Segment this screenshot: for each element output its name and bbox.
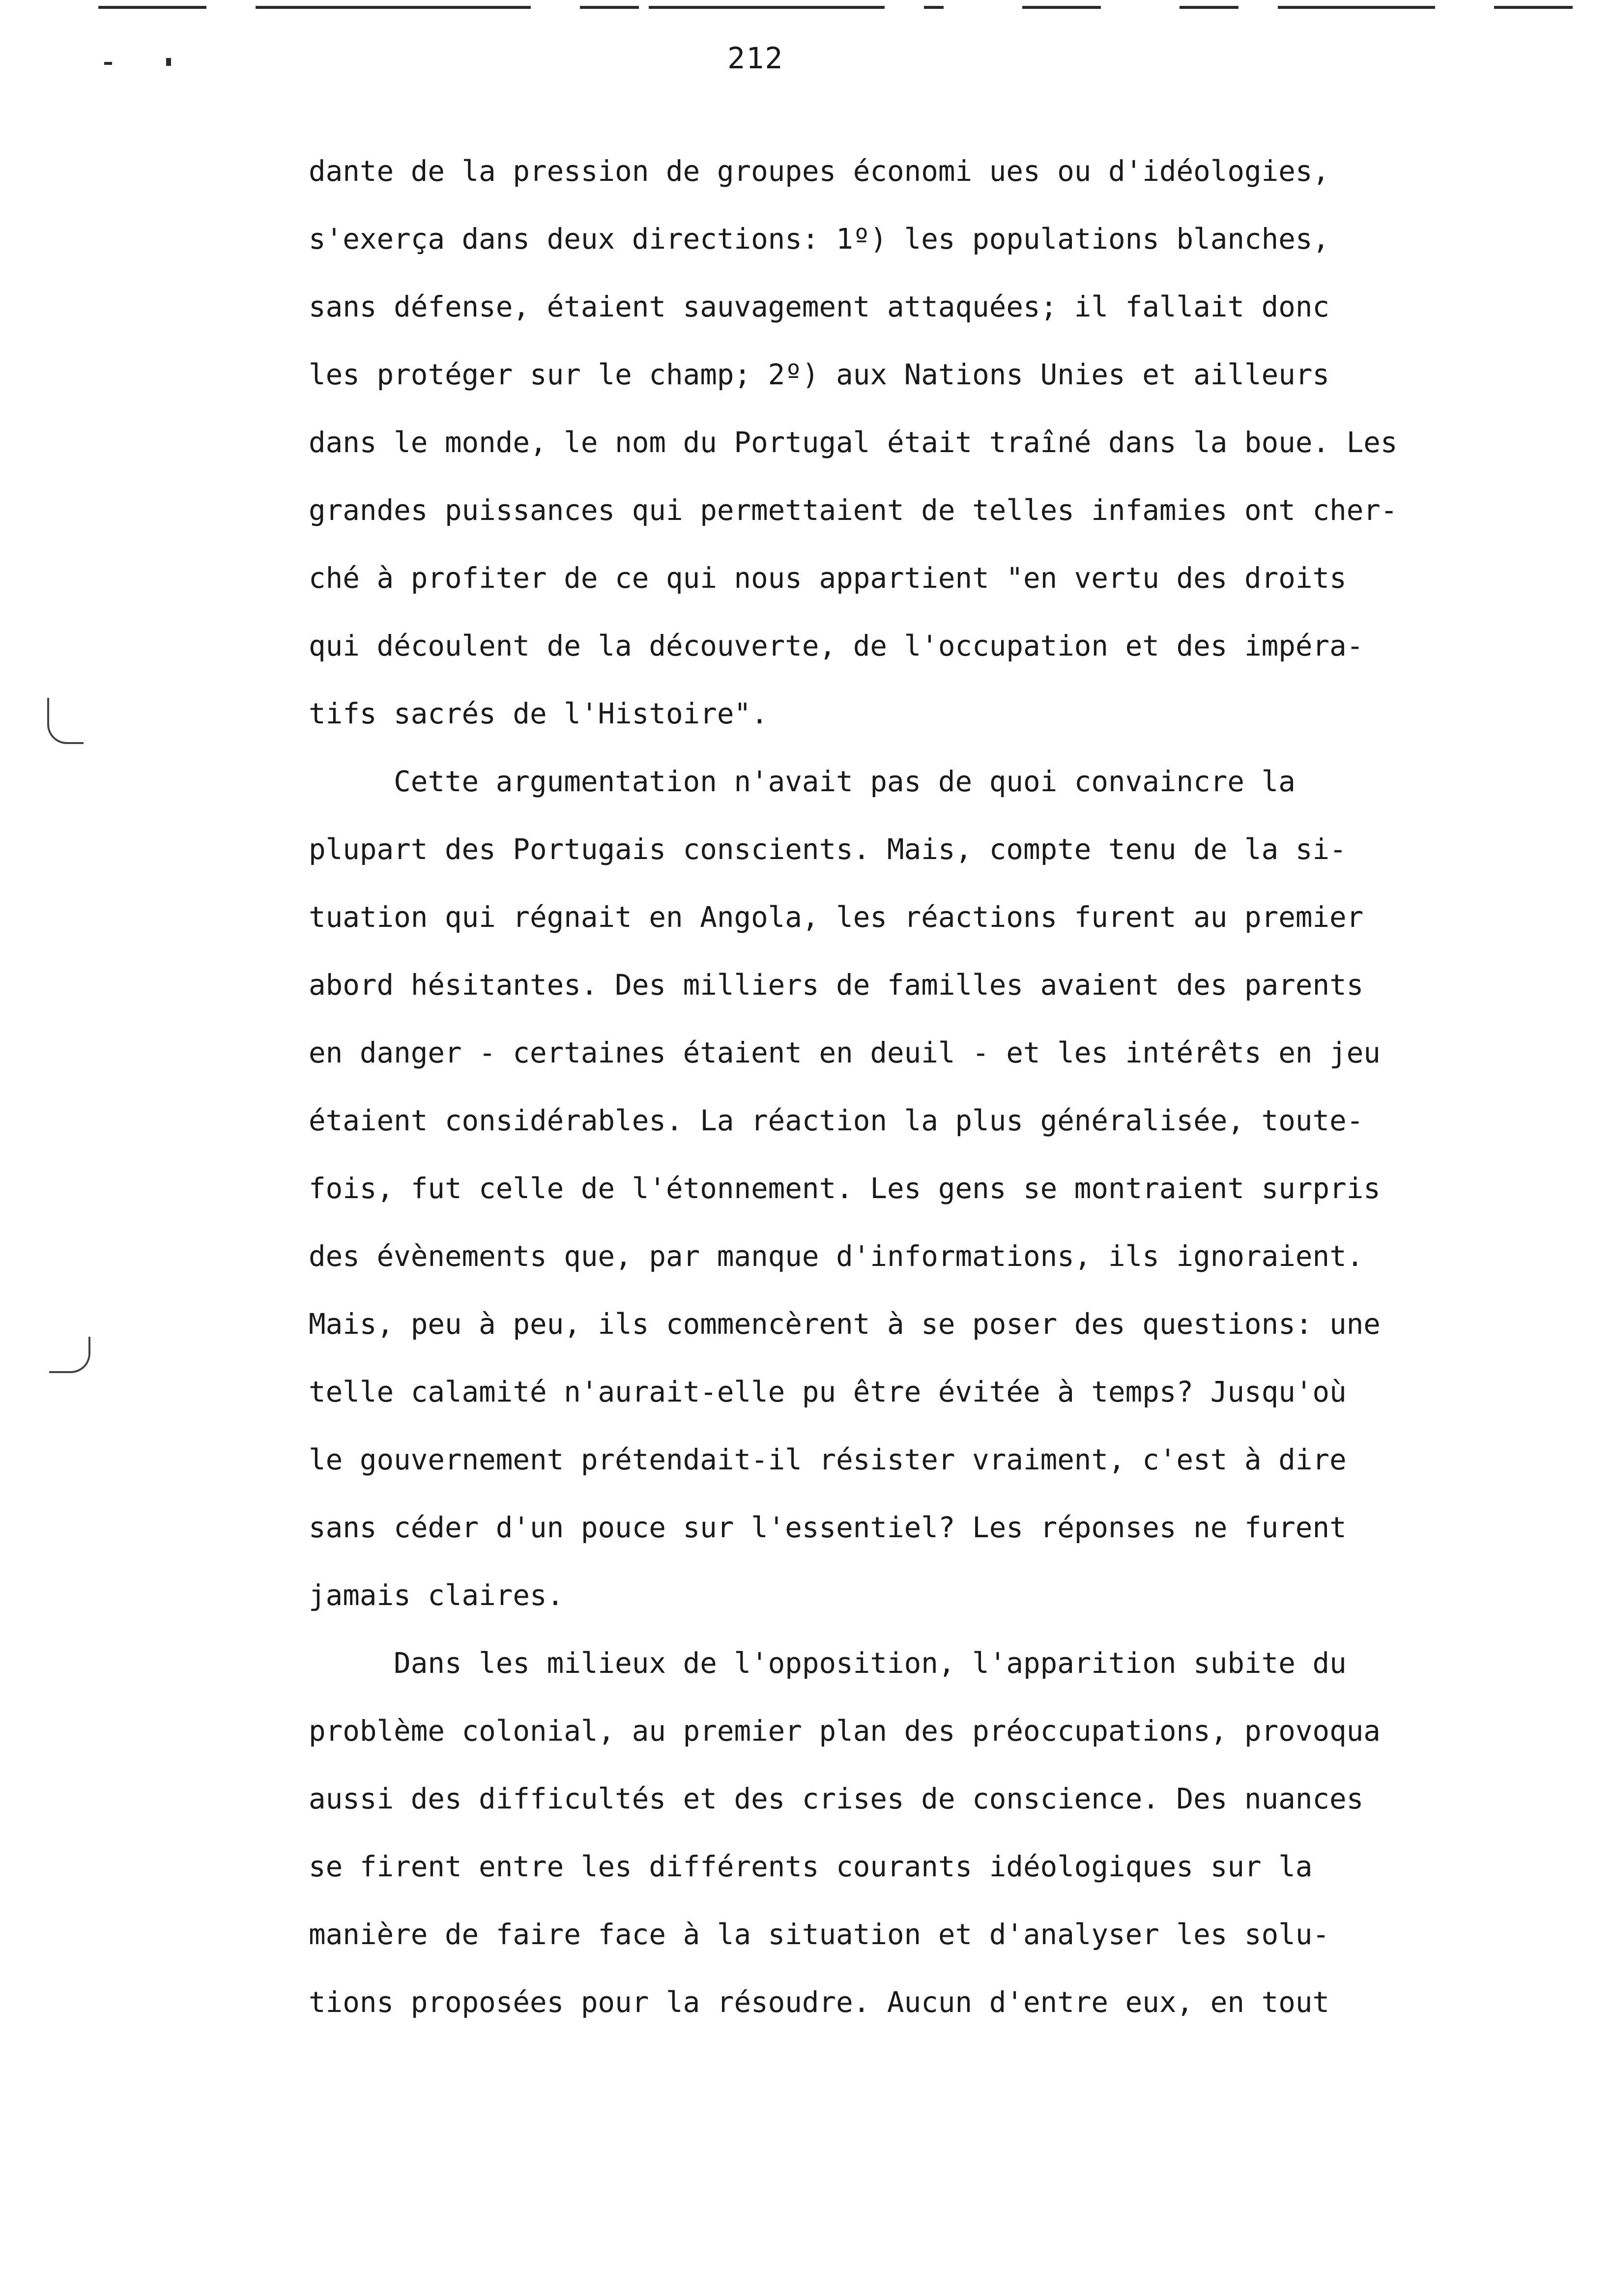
margin-pencil-mark bbox=[49, 1337, 90, 1373]
text-line: aussi des difficultés et des crises de conscience. Des nuances bbox=[309, 1782, 1364, 1815]
scan-edge-line bbox=[1278, 6, 1435, 9]
text-line: tions proposées pour la résoudre. Aucun d'entre eux, en tout bbox=[309, 1986, 1330, 2019]
margin-pencil-mark bbox=[47, 698, 84, 744]
body-text bbox=[309, 138, 1577, 2037]
text-line: en danger - certaines étaient en deuil - et les intérêts en jeu bbox=[309, 1036, 1381, 1069]
text-line: abord hésitantes. Des milliers de familles avaient des parents bbox=[309, 969, 1364, 1002]
text-line: sans défense, étaient sauvagement attaquées; il fallait donc bbox=[309, 290, 1330, 323]
scan-edge-line bbox=[1022, 6, 1101, 9]
text-line: se firent entre les différents courants idéologiques sur la bbox=[309, 1850, 1313, 1883]
scan-edge-line bbox=[924, 6, 944, 9]
text-line: jamais claires. bbox=[309, 1579, 564, 1612]
text-line: des évènements que, par manque d'informations, ils ignoraient. bbox=[309, 1240, 1364, 1273]
text-line: tifs sacrés de l'Histoire". bbox=[309, 697, 768, 730]
text-line: manière de faire face à la situation et d'analyser les solu- bbox=[309, 1918, 1330, 1951]
ink-speck bbox=[104, 62, 112, 65]
text-line: grandes puissances qui permettaient de telles infamies ont cher- bbox=[309, 494, 1398, 527]
page-number: 212 bbox=[727, 41, 784, 76]
text-line: qui découlent de la découverte, de l'occupation et des impéra- bbox=[309, 630, 1364, 662]
ink-speck bbox=[166, 58, 171, 66]
text-line: s'exerça dans deux directions: 1º) les populations blanches, bbox=[309, 223, 1330, 256]
text-line: plupart des Portugais conscients. Mais, compte tenu de la si- bbox=[309, 833, 1347, 866]
text-line: telle calamité n'aurait-elle pu être évitée à temps? Jusqu'où bbox=[309, 1376, 1347, 1408]
text-line: Mais, peu à peu, ils commencèrent à se poser des questions: une bbox=[309, 1308, 1381, 1341]
text-line: sans céder d'un pouce sur l'essentiel? Les réponses ne furent bbox=[309, 1511, 1347, 1544]
text-line: Cette argumentation n'avait pas de quoi convaincre la bbox=[309, 765, 1295, 798]
text-line: les protéger sur le champ; 2º) aux Nations Unies et ailleurs bbox=[309, 358, 1330, 391]
scan-edge-line bbox=[98, 6, 206, 9]
scan-edge-line bbox=[1494, 6, 1573, 9]
scan-edge-line bbox=[580, 6, 639, 9]
text-line: dans le monde, le nom du Portugal était traîné dans la boue. Les bbox=[309, 426, 1398, 459]
scan-edge-line bbox=[649, 6, 885, 9]
text-line: fois, fut celle de l'étonnement. Les gens se montraient surpris bbox=[309, 1172, 1381, 1205]
text-line: dante de la pression de groupes économi ues ou d'idéologies, bbox=[309, 155, 1330, 188]
text-line: ché à profiter de ce qui nous appartient "en vertu des droits bbox=[309, 562, 1347, 595]
text-line: Dans les milieux de l'opposition, l'apparition subite du bbox=[309, 1647, 1347, 1680]
text-line: tuation qui régnait en Angola, les réactions furent au premier bbox=[309, 901, 1364, 934]
text-line: étaient considérables. La réaction la plus généralisée, toute- bbox=[309, 1104, 1364, 1137]
text-line: problème colonial, au premier plan des préoccupations, provoqua bbox=[309, 1715, 1381, 1748]
text-line: le gouvernement prétendait-il résister vraiment, c'est à dire bbox=[309, 1443, 1347, 1476]
scan-edge-line bbox=[1180, 6, 1238, 9]
scan-edge-line bbox=[256, 6, 531, 9]
